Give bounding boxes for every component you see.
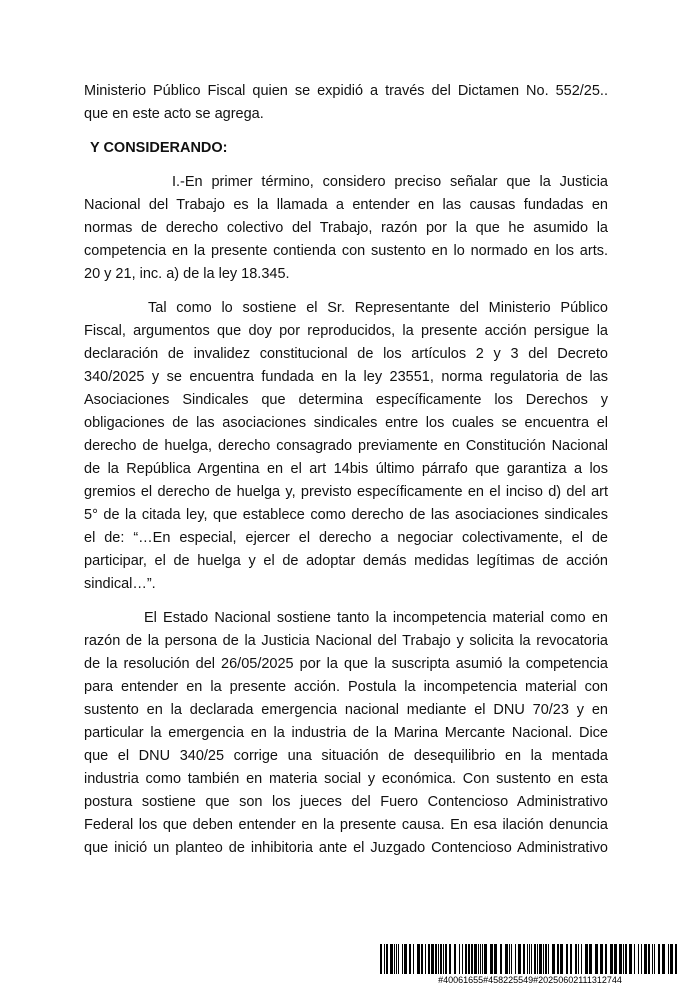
para2-line-13: sindical…”. <box>84 576 156 592</box>
intro-line-2: que en este acto se agrega. <box>84 106 264 122</box>
para3-line-6: particular la emergencia en la industria de la Marina Mercante Nacional. Dice <box>84 725 608 741</box>
barcode-number: #40061655#458225549#20250602111312744 <box>438 975 622 985</box>
para3-line-2: razón de la persona de la Justicia Nacional del Trabajo y solicita la revocatoria <box>84 633 608 649</box>
para3-line-5: sustento en la declarada emergencia nacional mediante el DNU 70/23 y en <box>84 702 608 718</box>
para2-line-2: Fiscal, argumentos que doy por reproducidos, la presente acción persigue la <box>84 323 608 339</box>
para2-line-10: 5° de la citada ley, que establece como derecho de las asociaciones sindicales <box>84 507 608 523</box>
para3-line-7: que el DNU 340/25 corrige una situación de desequilibrio en la mentada <box>84 748 608 764</box>
para3-line-1: El Estado Nacional sostiene tanto la incompetencia material como en <box>144 610 608 626</box>
para1-line-1: I.-En primer término, considero preciso señalar que la Justicia <box>172 174 608 190</box>
para2-line-11: el de: “…En especial, ejercer el derecho a negociar colectivamente, el de <box>84 530 608 546</box>
para3-line-4: para entender en la presente acción. Postula la incompetencia material con <box>84 679 608 695</box>
para3-line-3: de la resolución del 26/05/2025 por la que la suscripta asumió la competencia <box>84 656 608 672</box>
para3-line-10: Federal los que deben entender en la presente causa. En esa ilación denuncia <box>84 817 608 833</box>
para2-line-5: Asociaciones Sindicales que determina específicamente los Derechos y <box>84 392 608 408</box>
document-body <box>84 80 608 860</box>
para1-line-5: 20 y 21, inc. a) de la ley 18.345. <box>84 266 290 282</box>
para2-line-9: gremios el derecho de huelga y, previsto específicamente en el inciso d) del art <box>84 484 608 500</box>
para1-line-3: normas de derecho colectivo del Trabajo, razón por la que he asumido la <box>84 220 608 236</box>
para2-line-1: Tal como lo sostiene el Sr. Representante del Ministerio Público <box>148 300 608 316</box>
para1-line-2: Nacional del Trabajo es la llamada a entender en las causas fundadas en <box>84 197 608 213</box>
para2-line-6: obligaciones de las asociaciones sindicales entre los cuales se encuentra el <box>84 415 608 431</box>
para2-line-4: 340/2025 y se encuentra fundada en la ley 23551, norma regulatoria de las <box>84 369 608 385</box>
intro-line-1: Ministerio Público Fiscal quien se expidió a través del Dictamen No. 552/25.. <box>84 83 608 99</box>
para3-line-11: que inició un planteo de inhibitoria ante el Juzgado Contencioso Administrativo <box>84 840 608 856</box>
section-heading: Y CONSIDERANDO: <box>90 140 228 156</box>
barcode <box>380 944 680 974</box>
para1-line-4: competencia en la presente contienda con sustento en lo normado en los arts. <box>84 243 608 259</box>
para2-line-3: declaración de invalidez constitucional de los artículos 2 y 3 del Decreto <box>84 346 608 362</box>
para2-line-12: participar, el de huelga y el de adoptar demás medidas legítimas de acción <box>84 553 608 569</box>
para2-line-8: de la República Argentina en el art 14bis último párrafo que garantiza a los <box>84 461 608 477</box>
para3-line-8: industria como también en materia social y económica. Con sustento en esta <box>84 771 608 787</box>
para3-line-9: postura sostiene que son los jueces del Fuero Contencioso Administrativo <box>84 794 608 810</box>
para2-line-7: derecho de huelga, derecho consagrado previamente en Constitución Nacional <box>84 438 608 454</box>
